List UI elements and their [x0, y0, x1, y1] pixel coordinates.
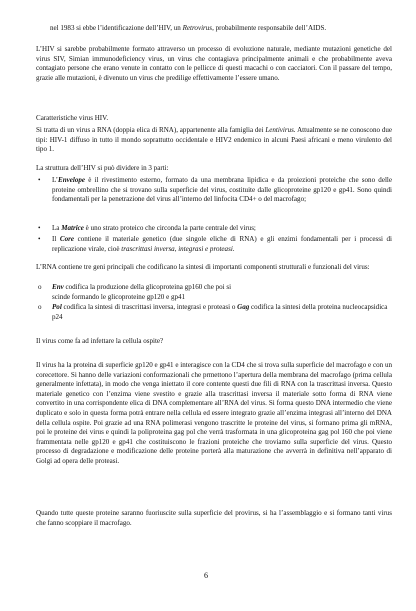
structure-item-core	[52, 235, 392, 254]
page-number: 6	[204, 571, 208, 580]
structure-intro: La struttura dell’HIV si può dividere in 3 parti:	[36, 164, 169, 172]
rna-intro: L’RNA contiene tre geni principali che codificano la sintesi di importanti componenti strutturali e funzionali del virus:	[36, 263, 370, 271]
matrice-term: Matrice	[61, 224, 84, 232]
env-gene-text: codifica la produzione della glicoproteina gp160 che poi si scinde formando le glicoproteine gp120 e gp41	[52, 283, 232, 301]
gene-pol-gag	[52, 303, 392, 322]
intro-paragraph	[36, 24, 392, 34]
gag-gene-name: Gag	[237, 303, 250, 311]
bullet-dot-envelope: •	[38, 176, 41, 184]
characteristics-heading: Caratteristiche virus HIV.	[36, 114, 109, 122]
envelope-text: è il rivestimento esterno, formato da una membrana lipidica e da proiezioni proteiche che sono delle proteine ombrellino che si trovano sulla superficie del virus, costituite dalle glicoproteine gp120 e gp41. Sono quindi fondamentali per la penetrazione del virus all’interno del linfocita CD4+ o del macrofago;	[52, 176, 392, 204]
core-text: contiene il materiale genetico (due singole eliche di RNA) e gli enzimi fondamentali per i processi di replicazione virale, cioè	[52, 235, 392, 253]
bullet-o-env: o	[38, 283, 42, 291]
envelope-pre: L’	[52, 176, 59, 184]
structure-item-matrice	[52, 224, 392, 234]
infection-question: Il virus come fa ad infettare la cellula ospite?	[36, 337, 164, 345]
core-pre: Il	[52, 235, 60, 243]
origin-paragraph: L’HIV si sarebbe probabilmente formato attraverso un processo di evoluzione naturale, mediante mutazioni genetiche del virus SIV, Simian immunodeficiency virus, un virus che contagiava principalmente animali e che probabilmente aveva contagiato persone che erano venute in contatto con le pellicce di questi macachi o con cacciatori. Con il passare del tempo, grazie alle mutazioni, è divenuto un virus che predilige effettivamente l’essere umano.	[36, 45, 392, 82]
lentivirus-term: Lentivirus.	[265, 126, 296, 134]
bullet-dot-matrice: •	[38, 224, 41, 232]
infection-closing: Quando tutte queste proteine saranno fuoriuscite sulla superficie del provirus, si ha l’assemblaggio e si formano tanti virus che fanno scoppiare il macrofago.	[36, 509, 392, 527]
pol-gene-name: Pol	[52, 303, 62, 311]
gene-env	[52, 283, 242, 302]
infection-body: Il virus ha la proteina di superficie gp120 e gp41 e interagisce con la CD4 che si trova sulla superficie del macrofago e con un corecettore. Si hanno delle variazioni conformazionali che prmettono l’apertura della membrana del macrofago (prima cellula generalmente infettata), in modo che venga iniettato il core contente questi due fili di RNA con la trascrittasi inversa. Questo materiale genetico con l’enzima viene svestito e grazie alla trascrittasi inversa il materiale sotto forma di RNA viene convertito in una corrispondente elica di DNA complementare all’RNA del virus. Si forma questo DNA intermedio che viene duplicato e solo in questa forma potrà entrare nella cellula ed essere integrato grazie all’enzima integrasi all’interno del DNA della cellula ospite. Poi grazie ad una RNA polimerasi vengono trascritte le proteine del virus, si formano prima gli mRNA, poi le proteine dei virus e quindi la poliproteina gag pol che verrà trasformata in una glicoproteina gag pol 160 che poi viene frammentata nelle gp120 e gp41 che costituiscono le frazioni proteiche che troviamo sulla superficie del virus. Questo processo di degradazione e modificazione delle proteine porterà alla maturazione che avverrà in definitiva nell’apparato di Golgi ad opera delle proteasi.	[36, 361, 392, 465]
characteristics-text: Si tratta di un virus a RNA (doppia elica di RNA), appartenente alla famiglia dei	[36, 126, 266, 134]
characteristics-paragraph	[36, 126, 392, 155]
core-enzymes: trascrittasi inversa, integrasi e proteasi	[121, 244, 233, 253]
intro-text-2: , probabilmente responsabile dell’AIDS.	[212, 24, 327, 32]
matrice-pre: La	[52, 224, 62, 232]
bullet-o-pol: o	[38, 303, 42, 311]
intro-text-1: nel 1983 si ebbe l’identificazione dell’HIV, un	[50, 24, 183, 32]
retrovirus-term: Retrovirus	[182, 24, 213, 32]
env-gene-name: Env	[52, 283, 64, 291]
bullet-dot-core: •	[38, 235, 41, 243]
matrice-text: è uno strato proteico che circonda la parte centrale del virus;	[83, 224, 256, 232]
structure-item-envelope	[52, 176, 392, 205]
gag-gene-text: codifica la sintesi della proteina nucleocapsidica p24	[52, 303, 388, 321]
core-term: Core	[59, 235, 75, 243]
pol-gene-text: codifica la sintesi di trascrittasi inversa, integrasi e proteasi o	[61, 303, 238, 311]
characteristics-text-rest: Attualmente se ne conoscono due tipi: HIV-1 diffuso in tutto il mondo soprattutto occidentale e HIV2 endemico in alcuni Paesi africani e meno virulento del tipo 1.	[36, 126, 392, 154]
core-tail: .	[232, 244, 235, 253]
envelope-term: Envelope	[58, 176, 86, 184]
